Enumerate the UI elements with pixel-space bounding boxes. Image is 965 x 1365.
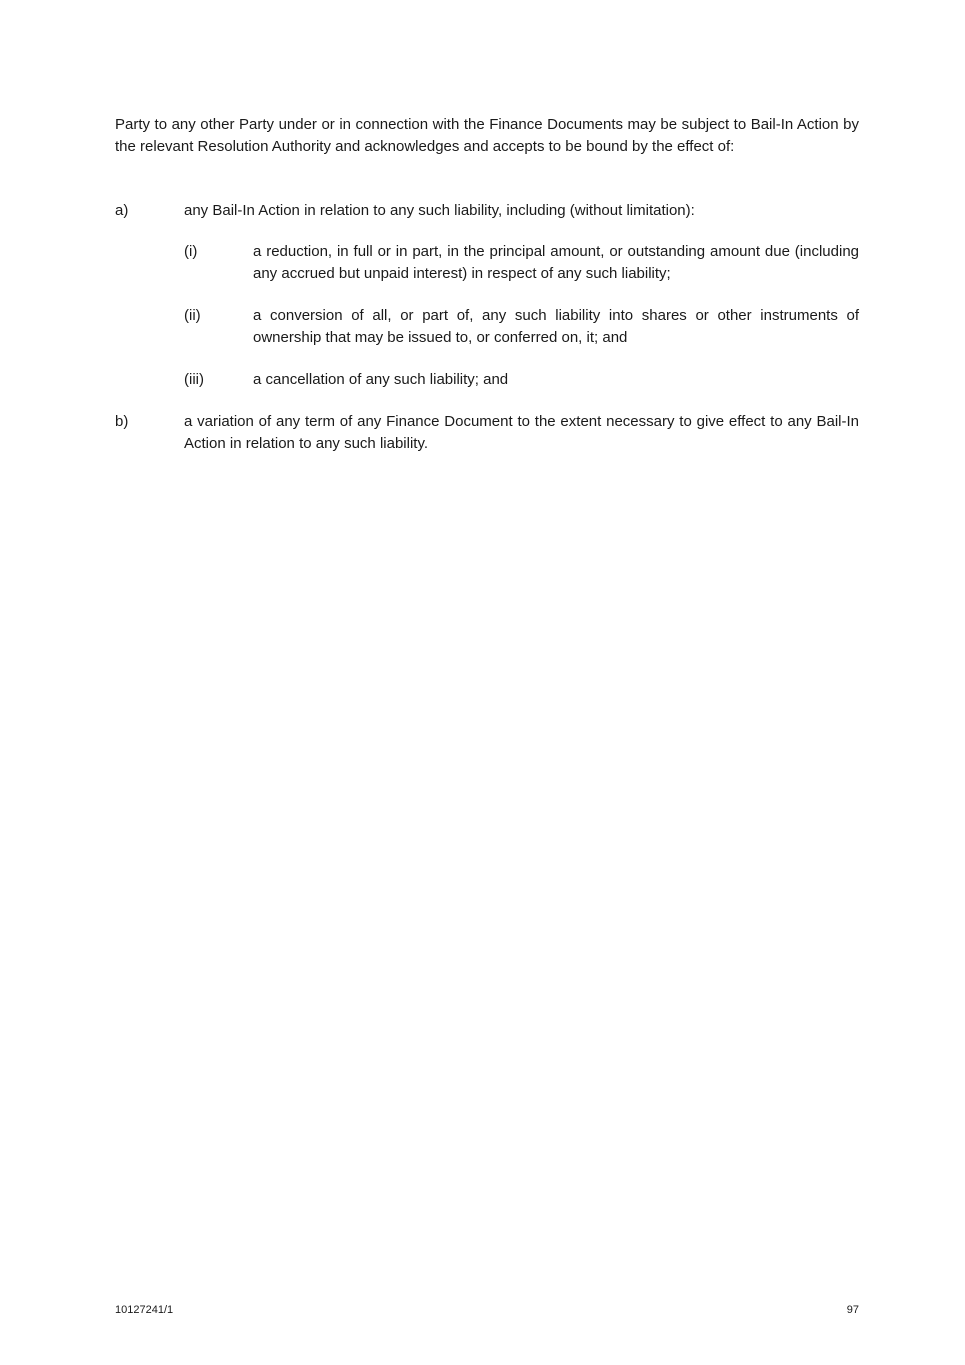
subclause-ii-text: a conversion of all, or part of, any such liability into shares or other instruments of ownership that may be issued to, or conferred on, it; and xyxy=(253,307,859,346)
footer-document-reference: 10127241/1 xyxy=(115,1304,174,1316)
subclause-i-text: a reduction, in full or in part, in the principal amount, or outstanding amount due (including any accrued but unpaid interest) in respect of any such liability; xyxy=(253,243,859,282)
clause-a-text: any Bail-In Action in relation to any such liability, including (without limitation): xyxy=(184,202,695,219)
intro-paragraph: Party to any other Party under or in connection with the Finance Documents may be subject to Bail-In Action by the relevant Resolution Authority and acknowledges and accepts to be bound by the effect of: xyxy=(115,116,859,155)
subclause-i-label: (i) xyxy=(184,243,198,260)
footer-page-number: 97 xyxy=(846,1304,859,1316)
subclause-iii-text: a cancellation of any such liability; and xyxy=(253,371,509,388)
subclause-ii-label: (ii) xyxy=(184,307,201,324)
clause-b-label: b) xyxy=(115,413,129,430)
clause-b-text: a variation of any term of any Finance Document to the extent necessary to give effect to any Bail-In Action in relation to any such liability. xyxy=(184,413,859,452)
clause-a-label: a) xyxy=(115,202,129,219)
subclause-iii-label: (iii) xyxy=(184,371,204,388)
